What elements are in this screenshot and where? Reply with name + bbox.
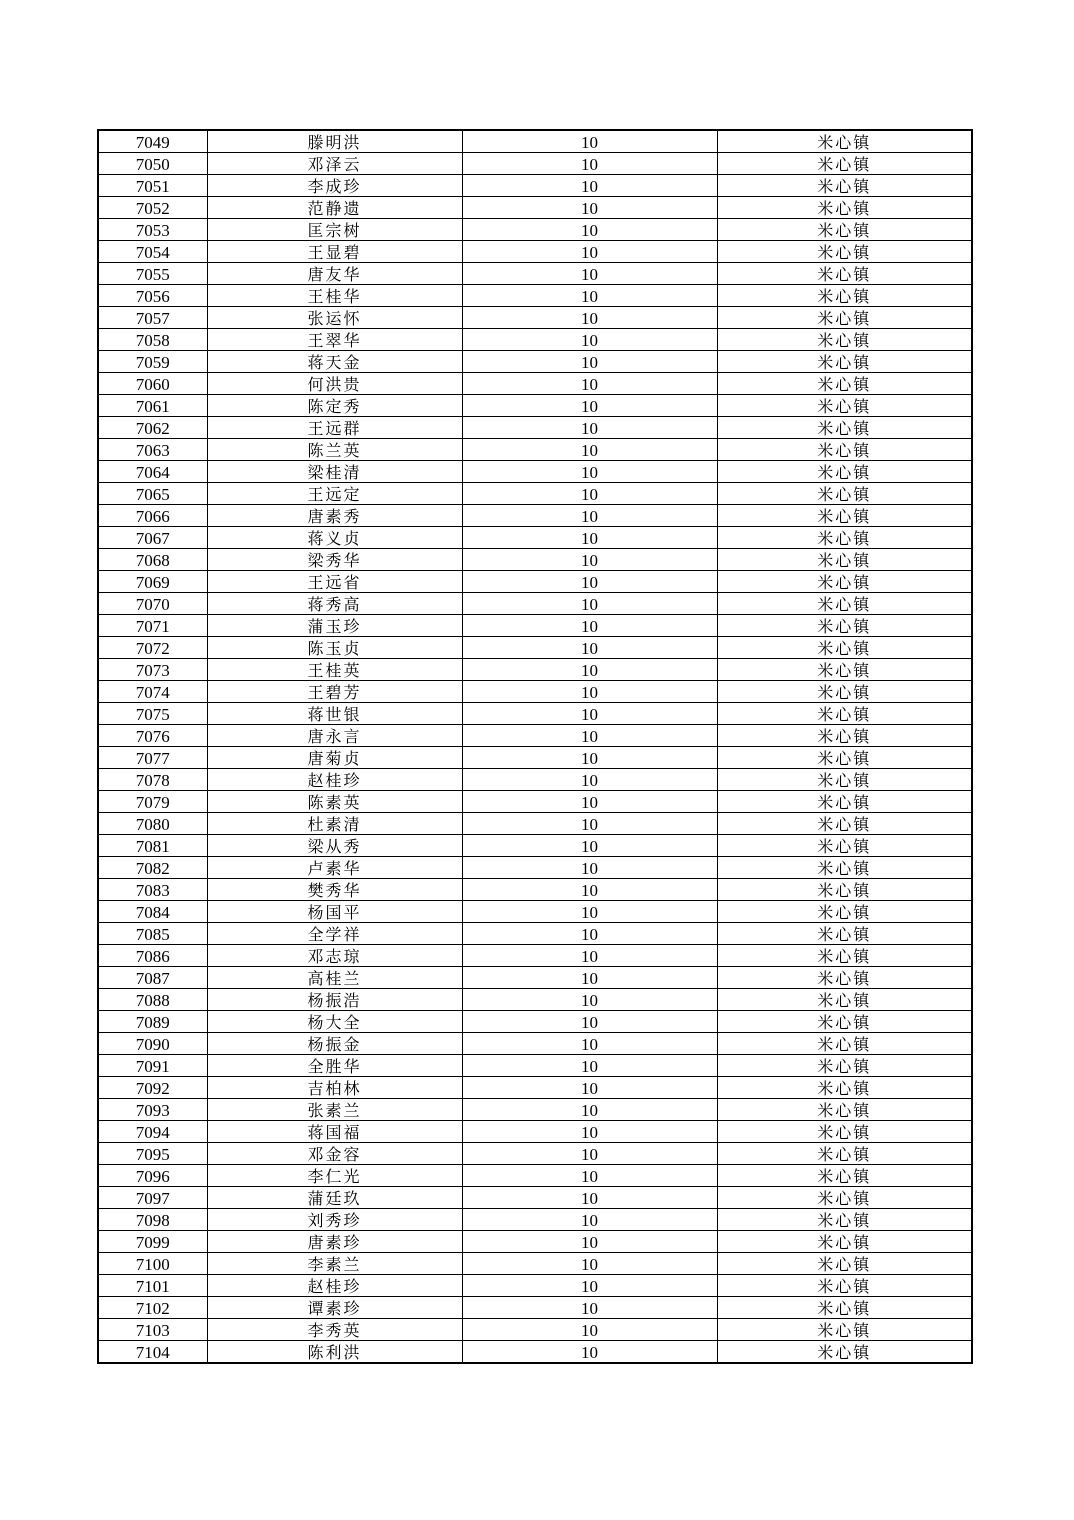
town-cell: 米心镇 <box>717 505 972 527</box>
table-row <box>98 219 972 241</box>
table-row <box>98 439 972 461</box>
table-row <box>98 923 972 945</box>
name-cell: 蒋义贞 <box>207 527 462 549</box>
row-number-cell: 7085 <box>98 923 207 945</box>
name-cell: 李秀英 <box>207 1319 462 1341</box>
town-cell: 米心镇 <box>717 659 972 681</box>
town-cell: 米心镇 <box>717 1231 972 1253</box>
table-row <box>98 681 972 703</box>
row-number-cell: 7053 <box>98 219 207 241</box>
name-cell: 蒋秀高 <box>207 593 462 615</box>
row-number-cell: 7075 <box>98 703 207 725</box>
table-row <box>98 153 972 175</box>
amount-cell: 10 <box>462 857 717 879</box>
amount-cell: 10 <box>462 615 717 637</box>
amount-cell: 10 <box>462 1099 717 1121</box>
name-cell: 滕明洪 <box>207 130 462 153</box>
name-cell: 张素兰 <box>207 1099 462 1121</box>
table-row <box>98 791 972 813</box>
town-cell: 米心镇 <box>717 945 972 967</box>
table-row <box>98 747 972 769</box>
amount-cell: 10 <box>462 175 717 197</box>
table-row <box>98 615 972 637</box>
table-row <box>98 329 972 351</box>
town-cell: 米心镇 <box>717 835 972 857</box>
table-row <box>98 1121 972 1143</box>
town-cell: 米心镇 <box>717 197 972 219</box>
name-cell: 陈素英 <box>207 791 462 813</box>
row-number-cell: 7080 <box>98 813 207 835</box>
amount-cell: 10 <box>462 835 717 857</box>
amount-cell: 10 <box>462 813 717 835</box>
row-number-cell: 7079 <box>98 791 207 813</box>
table-row <box>98 1341 972 1364</box>
name-cell: 杜素清 <box>207 813 462 835</box>
town-cell: 米心镇 <box>717 1143 972 1165</box>
row-number-cell: 7082 <box>98 857 207 879</box>
amount-cell: 10 <box>462 593 717 615</box>
amount-cell: 10 <box>462 1209 717 1231</box>
amount-cell: 10 <box>462 1121 717 1143</box>
name-cell: 梁从秀 <box>207 835 462 857</box>
row-number-cell: 7064 <box>98 461 207 483</box>
amount-cell: 10 <box>462 637 717 659</box>
town-cell: 米心镇 <box>717 1165 972 1187</box>
name-cell: 王翠华 <box>207 329 462 351</box>
town-cell: 米心镇 <box>717 615 972 637</box>
town-cell: 米心镇 <box>717 439 972 461</box>
row-number-cell: 7072 <box>98 637 207 659</box>
table-row <box>98 1319 972 1341</box>
row-number-cell: 7050 <box>98 153 207 175</box>
table-row <box>98 571 972 593</box>
row-number-cell: 7063 <box>98 439 207 461</box>
town-cell: 米心镇 <box>717 681 972 703</box>
table-row <box>98 1033 972 1055</box>
amount-cell: 10 <box>462 130 717 153</box>
row-number-cell: 7102 <box>98 1297 207 1319</box>
name-cell: 唐菊贞 <box>207 747 462 769</box>
row-number-cell: 7093 <box>98 1099 207 1121</box>
name-cell: 杨大全 <box>207 1011 462 1033</box>
amount-cell: 10 <box>462 879 717 901</box>
table-row <box>98 703 972 725</box>
amount-cell: 10 <box>462 681 717 703</box>
name-cell: 王远定 <box>207 483 462 505</box>
town-cell: 米心镇 <box>717 285 972 307</box>
name-cell: 蒋世银 <box>207 703 462 725</box>
town-cell: 米心镇 <box>717 1319 972 1341</box>
town-cell: 米心镇 <box>717 901 972 923</box>
town-cell: 米心镇 <box>717 263 972 285</box>
row-number-cell: 7054 <box>98 241 207 263</box>
amount-cell: 10 <box>462 703 717 725</box>
row-number-cell: 7078 <box>98 769 207 791</box>
table-row <box>98 307 972 329</box>
table-row <box>98 373 972 395</box>
table-row <box>98 637 972 659</box>
name-cell: 杨振金 <box>207 1033 462 1055</box>
row-number-cell: 7074 <box>98 681 207 703</box>
amount-cell: 10 <box>462 989 717 1011</box>
amount-cell: 10 <box>462 1341 717 1364</box>
amount-cell: 10 <box>462 329 717 351</box>
table-row <box>98 1165 972 1187</box>
row-number-cell: 7060 <box>98 373 207 395</box>
data-table <box>97 129 973 1364</box>
name-cell: 唐永言 <box>207 725 462 747</box>
name-cell: 赵桂珍 <box>207 769 462 791</box>
town-cell: 米心镇 <box>717 307 972 329</box>
row-number-cell: 7056 <box>98 285 207 307</box>
town-cell: 米心镇 <box>717 1341 972 1364</box>
town-cell: 米心镇 <box>717 219 972 241</box>
town-cell: 米心镇 <box>717 417 972 439</box>
table-row <box>98 879 972 901</box>
row-number-cell: 7052 <box>98 197 207 219</box>
name-cell: 梁桂清 <box>207 461 462 483</box>
amount-cell: 10 <box>462 351 717 373</box>
table-row <box>98 285 972 307</box>
amount-cell: 10 <box>462 197 717 219</box>
row-number-cell: 7076 <box>98 725 207 747</box>
table-row <box>98 835 972 857</box>
town-cell: 米心镇 <box>717 769 972 791</box>
table-row <box>98 351 972 373</box>
town-cell: 米心镇 <box>717 1033 972 1055</box>
row-number-cell: 7057 <box>98 307 207 329</box>
table-body <box>98 130 972 1363</box>
table-row <box>98 1297 972 1319</box>
row-number-cell: 7101 <box>98 1275 207 1297</box>
town-cell: 米心镇 <box>717 571 972 593</box>
row-number-cell: 7073 <box>98 659 207 681</box>
row-number-cell: 7069 <box>98 571 207 593</box>
table-row <box>98 593 972 615</box>
name-cell: 何洪贵 <box>207 373 462 395</box>
amount-cell: 10 <box>462 571 717 593</box>
amount-cell: 10 <box>462 659 717 681</box>
table-row <box>98 1275 972 1297</box>
amount-cell: 10 <box>462 483 717 505</box>
row-number-cell: 7051 <box>98 175 207 197</box>
name-cell: 全胜华 <box>207 1055 462 1077</box>
town-cell: 米心镇 <box>717 241 972 263</box>
table-row <box>98 395 972 417</box>
amount-cell: 10 <box>462 725 717 747</box>
name-cell: 全学祥 <box>207 923 462 945</box>
town-cell: 米心镇 <box>717 483 972 505</box>
row-number-cell: 7089 <box>98 1011 207 1033</box>
table-row <box>98 659 972 681</box>
amount-cell: 10 <box>462 1253 717 1275</box>
name-cell: 卢素华 <box>207 857 462 879</box>
name-cell: 唐素珍 <box>207 1231 462 1253</box>
amount-cell: 10 <box>462 923 717 945</box>
amount-cell: 10 <box>462 241 717 263</box>
amount-cell: 10 <box>462 505 717 527</box>
name-cell: 邓泽云 <box>207 153 462 175</box>
name-cell: 王桂英 <box>207 659 462 681</box>
name-cell: 李成珍 <box>207 175 462 197</box>
name-cell: 刘秀珍 <box>207 1209 462 1231</box>
amount-cell: 10 <box>462 1187 717 1209</box>
town-cell: 米心镇 <box>717 549 972 571</box>
town-cell: 米心镇 <box>717 351 972 373</box>
table-row <box>98 1231 972 1253</box>
town-cell: 米心镇 <box>717 1297 972 1319</box>
table-row <box>98 967 972 989</box>
table-row <box>98 461 972 483</box>
town-cell: 米心镇 <box>717 373 972 395</box>
table-row <box>98 857 972 879</box>
town-cell: 米心镇 <box>717 967 972 989</box>
amount-cell: 10 <box>462 219 717 241</box>
table-row <box>98 527 972 549</box>
table-row <box>98 241 972 263</box>
name-cell: 蒋天金 <box>207 351 462 373</box>
name-cell: 高桂兰 <box>207 967 462 989</box>
row-number-cell: 7087 <box>98 967 207 989</box>
town-cell: 米心镇 <box>717 461 972 483</box>
table-row <box>98 1077 972 1099</box>
name-cell: 张运怀 <box>207 307 462 329</box>
table-row <box>98 417 972 439</box>
table-row <box>98 945 972 967</box>
town-cell: 米心镇 <box>717 1077 972 1099</box>
name-cell: 杨振浩 <box>207 989 462 1011</box>
row-number-cell: 7065 <box>98 483 207 505</box>
name-cell: 王显碧 <box>207 241 462 263</box>
name-cell: 蒲玉珍 <box>207 615 462 637</box>
row-number-cell: 7103 <box>98 1319 207 1341</box>
name-cell: 杨国平 <box>207 901 462 923</box>
amount-cell: 10 <box>462 527 717 549</box>
name-cell: 陈玉贞 <box>207 637 462 659</box>
table-row <box>98 1011 972 1033</box>
name-cell: 蒲廷玖 <box>207 1187 462 1209</box>
name-cell: 樊秀华 <box>207 879 462 901</box>
row-number-cell: 7083 <box>98 879 207 901</box>
row-number-cell: 7081 <box>98 835 207 857</box>
town-cell: 米心镇 <box>717 747 972 769</box>
row-number-cell: 7068 <box>98 549 207 571</box>
town-cell: 米心镇 <box>717 1055 972 1077</box>
town-cell: 米心镇 <box>717 1209 972 1231</box>
name-cell: 邓志琼 <box>207 945 462 967</box>
name-cell: 匡宗树 <box>207 219 462 241</box>
town-cell: 米心镇 <box>717 1187 972 1209</box>
table-row <box>98 1253 972 1275</box>
amount-cell: 10 <box>462 263 717 285</box>
row-number-cell: 7084 <box>98 901 207 923</box>
amount-cell: 10 <box>462 901 717 923</box>
amount-cell: 10 <box>462 1011 717 1033</box>
amount-cell: 10 <box>462 549 717 571</box>
name-cell: 李仁光 <box>207 1165 462 1187</box>
town-cell: 米心镇 <box>717 153 972 175</box>
amount-cell: 10 <box>462 967 717 989</box>
town-cell: 米心镇 <box>717 1099 972 1121</box>
row-number-cell: 7070 <box>98 593 207 615</box>
table-row <box>98 769 972 791</box>
row-number-cell: 7091 <box>98 1055 207 1077</box>
name-cell: 吉柏林 <box>207 1077 462 1099</box>
town-cell: 米心镇 <box>717 130 972 153</box>
row-number-cell: 7100 <box>98 1253 207 1275</box>
amount-cell: 10 <box>462 1055 717 1077</box>
table-row <box>98 1055 972 1077</box>
town-cell: 米心镇 <box>717 989 972 1011</box>
town-cell: 米心镇 <box>717 857 972 879</box>
town-cell: 米心镇 <box>717 1253 972 1275</box>
name-cell: 范静遗 <box>207 197 462 219</box>
row-number-cell: 7097 <box>98 1187 207 1209</box>
row-number-cell: 7095 <box>98 1143 207 1165</box>
table-row <box>98 263 972 285</box>
table-row <box>98 725 972 747</box>
name-cell: 赵桂珍 <box>207 1275 462 1297</box>
row-number-cell: 7066 <box>98 505 207 527</box>
table-row <box>98 549 972 571</box>
amount-cell: 10 <box>462 153 717 175</box>
amount-cell: 10 <box>462 945 717 967</box>
table-row <box>98 1209 972 1231</box>
name-cell: 王远群 <box>207 417 462 439</box>
name-cell: 王桂华 <box>207 285 462 307</box>
name-cell: 王远省 <box>207 571 462 593</box>
town-cell: 米心镇 <box>717 637 972 659</box>
table-row <box>98 813 972 835</box>
amount-cell: 10 <box>462 461 717 483</box>
row-number-cell: 7094 <box>98 1121 207 1143</box>
amount-cell: 10 <box>462 1077 717 1099</box>
row-number-cell: 7059 <box>98 351 207 373</box>
town-cell: 米心镇 <box>717 703 972 725</box>
name-cell: 王碧芳 <box>207 681 462 703</box>
row-number-cell: 7092 <box>98 1077 207 1099</box>
amount-cell: 10 <box>462 1033 717 1055</box>
town-cell: 米心镇 <box>717 725 972 747</box>
amount-cell: 10 <box>462 395 717 417</box>
amount-cell: 10 <box>462 373 717 395</box>
town-cell: 米心镇 <box>717 791 972 813</box>
town-cell: 米心镇 <box>717 175 972 197</box>
name-cell: 梁秀华 <box>207 549 462 571</box>
table-row <box>98 989 972 1011</box>
table-row <box>98 1099 972 1121</box>
row-number-cell: 7071 <box>98 615 207 637</box>
table-row <box>98 1187 972 1209</box>
amount-cell: 10 <box>462 769 717 791</box>
name-cell: 唐素秀 <box>207 505 462 527</box>
row-number-cell: 7058 <box>98 329 207 351</box>
town-cell: 米心镇 <box>717 923 972 945</box>
name-cell: 唐友华 <box>207 263 462 285</box>
table-row <box>98 1143 972 1165</box>
amount-cell: 10 <box>462 747 717 769</box>
table-row <box>98 197 972 219</box>
town-cell: 米心镇 <box>717 1011 972 1033</box>
town-cell: 米心镇 <box>717 1275 972 1297</box>
row-number-cell: 7067 <box>98 527 207 549</box>
row-number-cell: 7096 <box>98 1165 207 1187</box>
amount-cell: 10 <box>462 1165 717 1187</box>
amount-cell: 10 <box>462 285 717 307</box>
table-row <box>98 130 972 153</box>
amount-cell: 10 <box>462 1319 717 1341</box>
town-cell: 米心镇 <box>717 1121 972 1143</box>
row-number-cell: 7088 <box>98 989 207 1011</box>
town-cell: 米心镇 <box>717 593 972 615</box>
town-cell: 米心镇 <box>717 395 972 417</box>
amount-cell: 10 <box>462 1275 717 1297</box>
amount-cell: 10 <box>462 1231 717 1253</box>
amount-cell: 10 <box>462 1143 717 1165</box>
row-number-cell: 7077 <box>98 747 207 769</box>
town-cell: 米心镇 <box>717 527 972 549</box>
row-number-cell: 7061 <box>98 395 207 417</box>
row-number-cell: 7099 <box>98 1231 207 1253</box>
row-number-cell: 7086 <box>98 945 207 967</box>
name-cell: 陈定秀 <box>207 395 462 417</box>
amount-cell: 10 <box>462 1297 717 1319</box>
name-cell: 邓金容 <box>207 1143 462 1165</box>
table-row <box>98 175 972 197</box>
amount-cell: 10 <box>462 417 717 439</box>
table-row <box>98 483 972 505</box>
amount-cell: 10 <box>462 439 717 461</box>
name-cell: 蒋国福 <box>207 1121 462 1143</box>
amount-cell: 10 <box>462 307 717 329</box>
row-number-cell: 7098 <box>98 1209 207 1231</box>
amount-cell: 10 <box>462 791 717 813</box>
name-cell: 李素兰 <box>207 1253 462 1275</box>
table-row <box>98 901 972 923</box>
name-cell: 谭素珍 <box>207 1297 462 1319</box>
name-cell: 陈利洪 <box>207 1341 462 1364</box>
row-number-cell: 7062 <box>98 417 207 439</box>
town-cell: 米心镇 <box>717 879 972 901</box>
row-number-cell: 7090 <box>98 1033 207 1055</box>
table-row <box>98 505 972 527</box>
town-cell: 米心镇 <box>717 813 972 835</box>
row-number-cell: 7104 <box>98 1341 207 1364</box>
town-cell: 米心镇 <box>717 329 972 351</box>
name-cell: 陈兰英 <box>207 439 462 461</box>
row-number-cell: 7049 <box>98 130 207 153</box>
row-number-cell: 7055 <box>98 263 207 285</box>
